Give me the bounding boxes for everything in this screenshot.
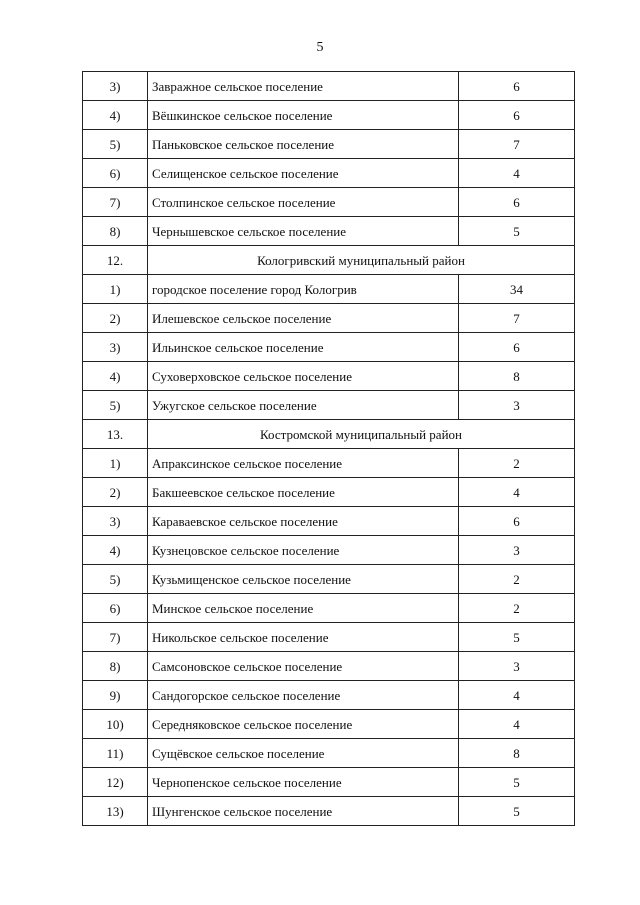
row-number: 1) — [83, 275, 148, 304]
row-number: 10) — [83, 710, 148, 739]
row-number: 1) — [83, 449, 148, 478]
settlement-name: Бакшеевское сельское поселение — [148, 478, 459, 507]
table-row — [83, 478, 575, 507]
settlement-name: Завражное сельское поселение — [148, 72, 459, 101]
settlement-name: Селищенское сельское поселение — [148, 159, 459, 188]
district-name: Кологривский муниципальный район — [148, 246, 575, 275]
table-row — [83, 130, 575, 159]
table-row — [83, 681, 575, 710]
settlement-value: 2 — [459, 565, 575, 594]
settlement-value: 3 — [459, 536, 575, 565]
row-number: 3) — [83, 333, 148, 362]
table-row — [83, 101, 575, 130]
settlement-value: 3 — [459, 652, 575, 681]
settlement-name: Сандогорское сельское поселение — [148, 681, 459, 710]
table-row — [83, 188, 575, 217]
row-number: 8) — [83, 217, 148, 246]
settlement-value: 4 — [459, 478, 575, 507]
row-number: 2) — [83, 304, 148, 333]
table-row — [83, 710, 575, 739]
table-row — [83, 594, 575, 623]
settlement-value: 8 — [459, 362, 575, 391]
table-row — [83, 739, 575, 768]
row-number: 9) — [83, 681, 148, 710]
row-number: 6) — [83, 159, 148, 188]
settlement-name: Чернопенское сельское поселение — [148, 768, 459, 797]
settlement-name: городское поселение город Кологрив — [148, 275, 459, 304]
settlement-name: Столпинское сельское поселение — [148, 188, 459, 217]
settlement-value: 6 — [459, 333, 575, 362]
row-number: 12) — [83, 768, 148, 797]
settlement-value: 8 — [459, 739, 575, 768]
row-number: 4) — [83, 362, 148, 391]
settlement-value: 3 — [459, 391, 575, 420]
page-number: 5 — [316, 40, 324, 55]
table-row — [83, 275, 575, 304]
settlement-value: 5 — [459, 623, 575, 652]
table-row — [83, 217, 575, 246]
row-number: 4) — [83, 101, 148, 130]
district-header-row — [83, 246, 575, 275]
table-row — [83, 797, 575, 826]
settlement-name: Сущёвское сельское поселение — [148, 739, 459, 768]
settlement-name: Апраксинское сельское поселение — [148, 449, 459, 478]
table-row — [83, 391, 575, 420]
row-number: 4) — [83, 536, 148, 565]
settlement-value: 34 — [459, 275, 575, 304]
settlement-name: Самсоновское сельское поселение — [148, 652, 459, 681]
table-body — [83, 72, 575, 826]
row-number: 5) — [83, 565, 148, 594]
settlement-name: Чернышевское сельское поселение — [148, 217, 459, 246]
table-row — [83, 304, 575, 333]
settlement-name: Вёшкинское сельское поселение — [148, 101, 459, 130]
table-row — [83, 507, 575, 536]
settlement-value: 4 — [459, 681, 575, 710]
table-row — [83, 362, 575, 391]
settlement-value: 5 — [459, 217, 575, 246]
settlement-value: 6 — [459, 101, 575, 130]
settlement-name: Ужугское сельское поселение — [148, 391, 459, 420]
settlement-value: 2 — [459, 449, 575, 478]
settlement-value: 4 — [459, 159, 575, 188]
settlement-value: 7 — [459, 130, 575, 159]
table-row — [83, 623, 575, 652]
row-number: 8) — [83, 652, 148, 681]
settlement-name: Караваевское сельское поселение — [148, 507, 459, 536]
settlement-name: Шунгенское сельское поселение — [148, 797, 459, 826]
settlement-name: Никольское сельское поселение — [148, 623, 459, 652]
settlement-value: 6 — [459, 507, 575, 536]
settlement-value: 5 — [459, 768, 575, 797]
row-number: 13) — [83, 797, 148, 826]
settlement-name: Кузьмищенское сельское поселение — [148, 565, 459, 594]
settlement-name: Суховерховское сельское поселение — [148, 362, 459, 391]
district-name: Костромской муниципальный район — [148, 420, 575, 449]
row-number: 7) — [83, 188, 148, 217]
settlement-value: 5 — [459, 797, 575, 826]
settlements-table — [82, 71, 575, 826]
settlement-value: 2 — [459, 594, 575, 623]
settlement-name: Ильинское сельское поселение — [148, 333, 459, 362]
table-row — [83, 159, 575, 188]
district-header-row — [83, 420, 575, 449]
settlement-name: Минское сельское поселение — [148, 594, 459, 623]
row-number: 5) — [83, 391, 148, 420]
row-number: 3) — [83, 72, 148, 101]
settlement-value: 7 — [459, 304, 575, 333]
settlement-value: 6 — [459, 188, 575, 217]
row-number: 5) — [83, 130, 148, 159]
settlement-name: Паньковское сельское поселение — [148, 130, 459, 159]
row-number: 6) — [83, 594, 148, 623]
row-number: 13. — [83, 420, 148, 449]
settlement-value: 6 — [459, 72, 575, 101]
table-row — [83, 652, 575, 681]
table-row — [83, 565, 575, 594]
settlement-value: 4 — [459, 710, 575, 739]
table-row — [83, 449, 575, 478]
table-row — [83, 333, 575, 362]
settlement-name: Середняковское сельское поселение — [148, 710, 459, 739]
row-number: 12. — [83, 246, 148, 275]
row-number: 7) — [83, 623, 148, 652]
row-number: 2) — [83, 478, 148, 507]
row-number: 11) — [83, 739, 148, 768]
row-number: 3) — [83, 507, 148, 536]
settlement-name: Кузнецовское сельское поселение — [148, 536, 459, 565]
table-row — [83, 768, 575, 797]
table-row — [83, 72, 575, 101]
table-row — [83, 536, 575, 565]
settlement-name: Илешевское сельское поселение — [148, 304, 459, 333]
